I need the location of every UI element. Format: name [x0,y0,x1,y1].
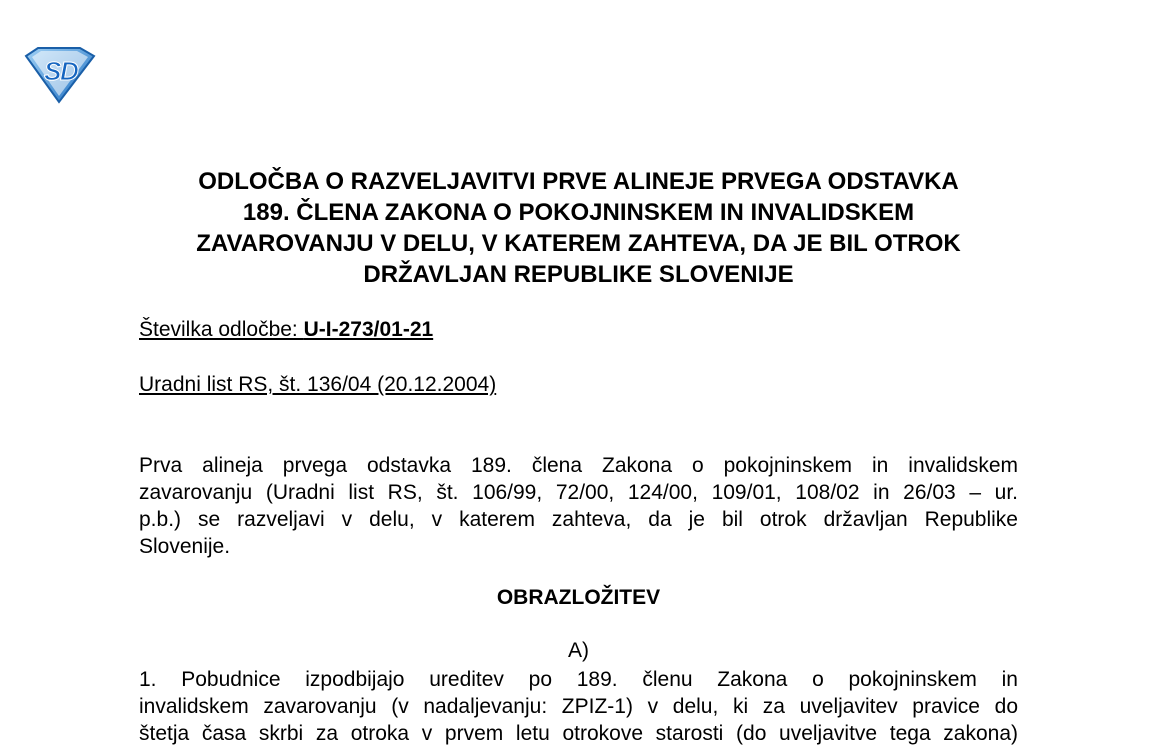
ruling-paragraph [139,452,1018,560]
svg-text:D: D [60,56,79,86]
text-line: štetja časa skrbi za otroka v prvem letu otrokove starosti (do uveljavitve tega zakona) [139,722,1018,745]
title-line: 189. ČLENA ZAKONA O POKOJNINSKEM IN INVALIDSKEM [242,199,915,226]
title-line: DRŽAVLJAN REPUBLIKE SLOVENIJE [363,261,794,288]
reasoning-heading: OBRAZLOŽITEV [496,586,661,609]
decision-number-value: U-I-273/01-21 [303,318,434,341]
text-line: Prva alineja prvega odstavka 189. člena Zakona o pokojninskem in invalidskem [139,454,1018,477]
title-line: ODLOČBA O RAZVELJAVITVI PRVE ALINEJE PRVEGA ODSTAVKA [198,168,959,195]
svg-text:S: S [44,56,62,86]
sd-logo-icon [22,46,96,104]
reasoning-paragraph-1 [139,666,1018,747]
decision-number [139,318,433,342]
text-line: Slovenije. [139,535,231,558]
document-title [139,166,1018,290]
gazette-reference: Uradni list RS, št. 136/04 (20.12.2004) [139,373,497,396]
text-line: 1. Pobudnice izpodbijajo ureditev po 189. členu Zakona o pokojninskem in [139,668,1018,691]
title-line: ZAVAROVANJU V DELU, V KATEREM ZAHTEVA, DA JE BIL OTROK [196,230,961,257]
section-a-heading: A) [568,639,589,662]
decision-number-label: Številka odločbe: [139,318,304,341]
logo [22,46,96,104]
text-line: p.b.) se razveljavi v delu, v katerem zahteva, da je bil otrok državljan Republike [139,508,1018,531]
text-line: invalidskem zavarovanju (v nadaljevanju: ZPIZ-1) v delu, ki za uveljavitev pravice do [139,695,1018,718]
text-line: zavarovanju (Uradni list RS, št. 106/99, 72/00, 124/00, 109/01, 108/02 in 26/03 – ur. [139,481,1018,504]
